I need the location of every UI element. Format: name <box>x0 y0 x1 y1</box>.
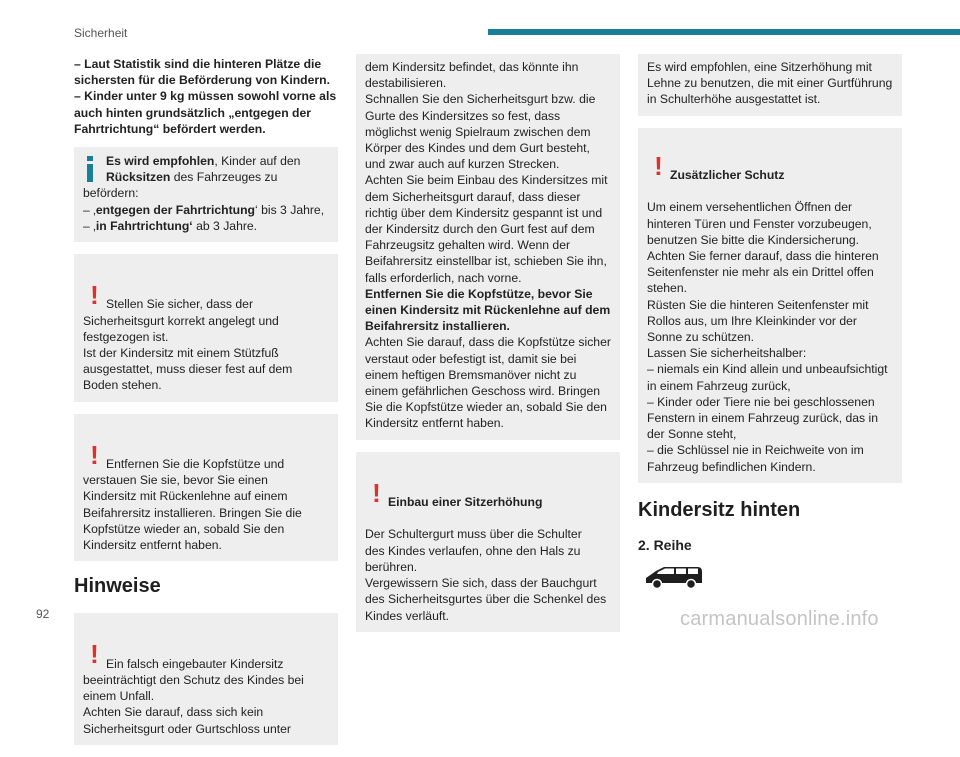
column-right <box>638 54 902 591</box>
heading-kindersitz-hinten: Kindersitz hinten <box>638 498 801 521</box>
car-icon <box>642 563 706 591</box>
column-left <box>74 56 338 757</box>
info-dash-5: – ‚ <box>83 218 96 233</box>
continued-text-1: dem Kindersitz befindet, das könnte ihn destabilisieren. Schnallen Sie den Sicherheitsgurt bzw. die Gurte des Kindersitzes so fest, dass möglichst wenig Spielraum zwischen dem Körper des Kindes und dem Gurt besteht, und zwar auch auf kurzen Strecken. Achten Sie beim Einbau des Kindersitzes mit dem Sicherheitsgurt darauf, dass dieser richtig über dem Kindersitz gespannt ist und der Kindersitz durch den Gurt fest auf dem Fahrzeugsitz gehalten wird. Wenn der Beifahrersitz einstellbar ist, schieben Sie ihn, falls erforderlich, nach vorne. <box>365 60 608 285</box>
info-bold-4: entgegen der Fahrtrichtung <box>95 202 255 217</box>
info-text-3: befördern: <box>83 186 139 201</box>
info-bold-2: Rücksitzen <box>106 170 171 185</box>
warning-box-headrest <box>74 414 338 562</box>
info-text-5: ab 3 Jahre. <box>192 218 258 233</box>
warning-icon: ! <box>654 150 663 181</box>
watermark: carmanualsonline.info <box>680 608 879 630</box>
warning-icon: ! <box>90 639 99 670</box>
info-bold-5: in Fahrtrichtung‘ <box>95 218 193 233</box>
info-text-4: ‘ bis 3 Jahre, <box>255 202 325 217</box>
info-text-2: des Fahrzeuges zu <box>170 170 278 185</box>
warning-box-installation <box>74 613 338 744</box>
warning-text-booster: Der Schultergurt muss über die Schulter des Kindes verlaufen, ohne den Hals zu berühren. Vergewissern Sie sich, dass der Bauchgurt des Sicherheitsgurtes über die Schenkel des Kindes verläuft. <box>365 527 607 623</box>
header-accent-bar <box>488 29 960 35</box>
warning-box-seatbelt <box>74 254 338 402</box>
continued-bold-text: Entfernen Sie die Kopfstütze, bevor Sie einen Kindersitz mit Rückenlehne auf dem Beifahrersitz installieren. <box>365 286 611 334</box>
section-title: Sicherheit <box>74 26 128 40</box>
info-bold-1: Es wird empfohlen <box>106 154 215 169</box>
info-box-recommendation <box>74 147 338 242</box>
column-middle <box>356 54 620 644</box>
text-box-continued <box>356 54 620 440</box>
statistics-bullets: – Laut Statistik sind die hinteren Plätze die sichersten für die Beförderung von Kindern. – Kinder unter 9 kg müssen sowohl vorne als auch hinten grundsätzlich „entgegen der Fahrtrichtung“ befördert werden. <box>74 57 337 136</box>
warning-icon: ! <box>90 280 99 311</box>
warning-text-headrest: Entfernen Sie die Kopfstütze und verstauen Sie sie, bevor Sie einen Kindersitz mit Rückenlehne auf einem Beifahrersitz installieren. Bringen Sie die Kopfstütze wieder an, sobald Sie den Kindersitz entfernt haben. <box>83 457 302 553</box>
warning-box-additional-protection <box>638 128 902 483</box>
continued-text-2: Achten Sie darauf, dass die Kopfstütze sicher verstaut oder befestigt ist, damit sie bei einem heftigen Bremsmanöver nicht zu einem gefährlichen Geschoss wird. Bringen Sie die Kopfstütze wieder an, sobald Sie den Kindersitz entfernt haben. <box>365 335 611 431</box>
page-number: 92 <box>36 607 50 621</box>
booster-recommendation-text: Es wird empfohlen, eine Sitzerhöhung mit Lehne zu benutzen, die mit einer Gurtführung in Schulterhöhe ausgestattet ist. <box>647 60 893 107</box>
warning-box-booster <box>356 452 620 632</box>
info-text-1: , Kinder auf den <box>214 154 301 169</box>
warning-title-booster: Einbau einer Sitzerhöhung <box>388 495 543 510</box>
warning-title-protection: Zusätzlicher Schutz <box>670 168 785 183</box>
heading-hinweise: Hinweise <box>74 575 161 598</box>
warning-text-protection: Um einem versehentlichen Öffnen der hinteren Türen und Fenster vorzubeugen, benutzen Sie bitte die Kindersicherung. Achten Sie ferner darauf, dass die hinteren Seitenfenster nie mehr als ein Drittel offen stehen. Rüsten Sie die hinteren Seitenfenster mit Rollos aus, um Ihre Kleinkinder vor der Sonne zu schützen. Lassen Sie sicherheitshalber: – niemals ein Kind allein und unbeaufsichtigt in einem Fahrzeug zurück, – Kinder oder Tiere nie bei geschlossenen Fenstern in einem Fahrzeug zurück, das in der Sonne steht, – die Schlüssel nie in Reichweite von im Fahrzeug befindlichen Kindern. <box>647 200 888 474</box>
info-icon <box>87 156 93 182</box>
info-dash-4: – ‚ <box>83 202 96 217</box>
warning-text-installation: Ein falsch eingebauter Kindersitz beeinträchtigt den Schutz des Kindes bei einem Unfall. Achten Sie darauf, dass sich kein Sicherheitsgurt oder Gurtschloss unter <box>83 656 304 736</box>
warning-icon: ! <box>90 439 99 470</box>
text-box-booster-recommendation <box>638 54 902 116</box>
warning-text-seatbelt: Stellen Sie sicher, dass der Sicherheitsgurt korrekt angelegt und festgezogen ist. Ist der Kindersitz mit einem Stützfuß ausgestattet, muss dieser fest auf dem Boden stehen. <box>83 297 293 393</box>
warning-icon: ! <box>372 477 381 508</box>
subheading-second-row: 2. Reihe <box>638 536 692 553</box>
